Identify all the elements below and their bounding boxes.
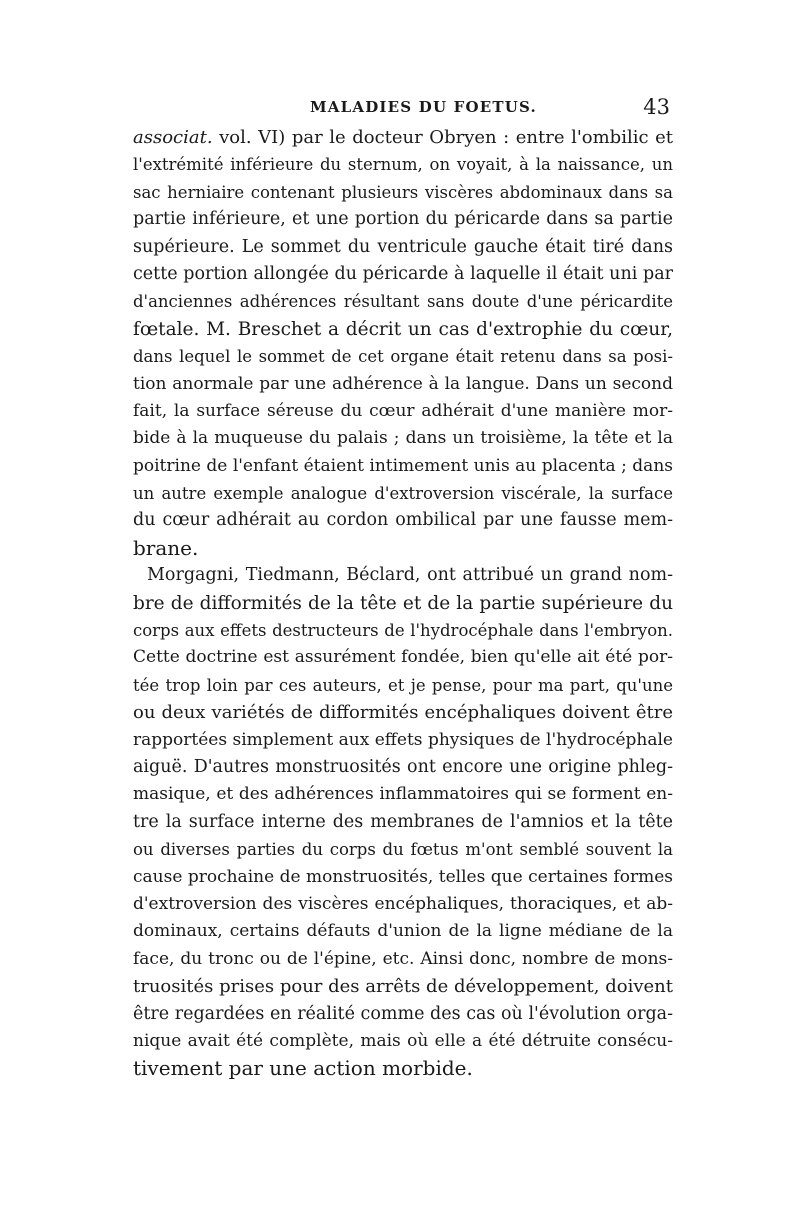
text-line: cette portion allongée du péricarde à laquelle il était uni par <box>133 263 673 284</box>
text-line: tre la surface interne des membranes de l'amnios et la tête <box>133 811 673 832</box>
text-line: associat. vol. VI) par le docteur Obryen : entre l'ombilic et <box>133 127 673 148</box>
text-line: brane. <box>133 535 199 560</box>
text-line: tivement par une action morbide. <box>133 1056 473 1081</box>
text-line: sac herniaire contenant plusieurs viscères abdominaux dans sa <box>133 182 673 202</box>
text-line: face, du tronc ou de l'épine, etc. Ainsi donc, nombre de mons- <box>133 948 673 969</box>
text-line: bre de difformités de la tête et de la partie supérieure du <box>133 592 673 614</box>
text-line: l'extrémité inférieure du sternum, on voyait, à la naissance, un <box>133 155 673 175</box>
text-line: Cette doctrine est assurément fondée, bien qu'elle ait été por- <box>133 647 673 668</box>
running-title: MALADIES DU FOETUS. <box>310 98 537 116</box>
text-line: Morgagni, Tiedmann, Béclard, ont attribué un grand nom- <box>147 565 673 586</box>
italic-abbreviation: associat. <box>133 127 213 148</box>
text-line: fait, la surface séreuse du cœur adhérait d'une manière mor- <box>133 400 673 421</box>
text-line: aiguë. D'autres monstruosités ont encore une origine phleg- <box>133 756 673 777</box>
text-line: dominaux, certains défauts d'union de la ligne médiane de la <box>133 921 673 942</box>
text-line: dans lequel le sommet de cet organe était retenu dans sa posi- <box>133 347 673 367</box>
text-line: ou deux variétés de difformités encéphaliques doivent être <box>133 702 673 724</box>
paragraph-2 <box>133 562 673 1082</box>
text-line: tion anormale par une adhérence à la langue. Dans un second <box>133 373 673 394</box>
text-line: partie inférieure, et une portion du péricarde dans sa partie <box>133 209 673 230</box>
text-line: supérieure. Le sommet du ventricule gauche était tiré dans <box>133 236 673 257</box>
text-line: être regardées en réalité comme des cas où l'évolution orga- <box>133 1003 673 1024</box>
text-line: masique, et des adhérences inflammatoires qui se forment en- <box>133 784 673 805</box>
text-line: cause prochaine de monstruosités, telles que certaines formes <box>133 866 673 887</box>
text-line: rapportées simplement aux effets physiques de l'hydrocéphale <box>133 729 673 750</box>
text-line: nique avait été complète, mais où elle a été détruite consécu- <box>133 1030 673 1051</box>
text-line: du cœur adhérait au cordon ombilical par une fausse mem- <box>133 510 673 531</box>
text-line: tée trop loin par ces auteurs, et je pense, pour ma part, qu'une <box>133 675 673 695</box>
text-line: fœtale. M. Breschet a décrit un cas d'extrophie du cœur, <box>133 318 673 340</box>
body-text <box>133 124 673 1083</box>
text-line: bide à la muqueuse du palais ; dans un troisième, la tête et la <box>133 428 673 449</box>
text-line: d'anciennes adhérences résultant sans doute d'une péricardite <box>133 292 673 312</box>
text-line: poitrine de l'enfant étaient intimement unis au placenta ; dans <box>133 455 673 476</box>
text-line: ou diverses parties du corps du fœtus m'ont semblé souvent la <box>133 840 673 860</box>
text-line: un autre exemple analogue d'extroversion viscérale, la surface <box>133 484 673 504</box>
text-line: corps aux effets destructeurs de l'hydrocéphale dans l'embryon. <box>133 621 673 641</box>
text-line: truosités prises pour des arrêts de développement, doivent <box>133 976 673 998</box>
paragraph-1 <box>133 124 673 562</box>
page-number: 43 <box>643 95 670 119</box>
text-line: d'extroversion des viscères encéphaliques, thoraciques, et ab- <box>133 893 673 914</box>
